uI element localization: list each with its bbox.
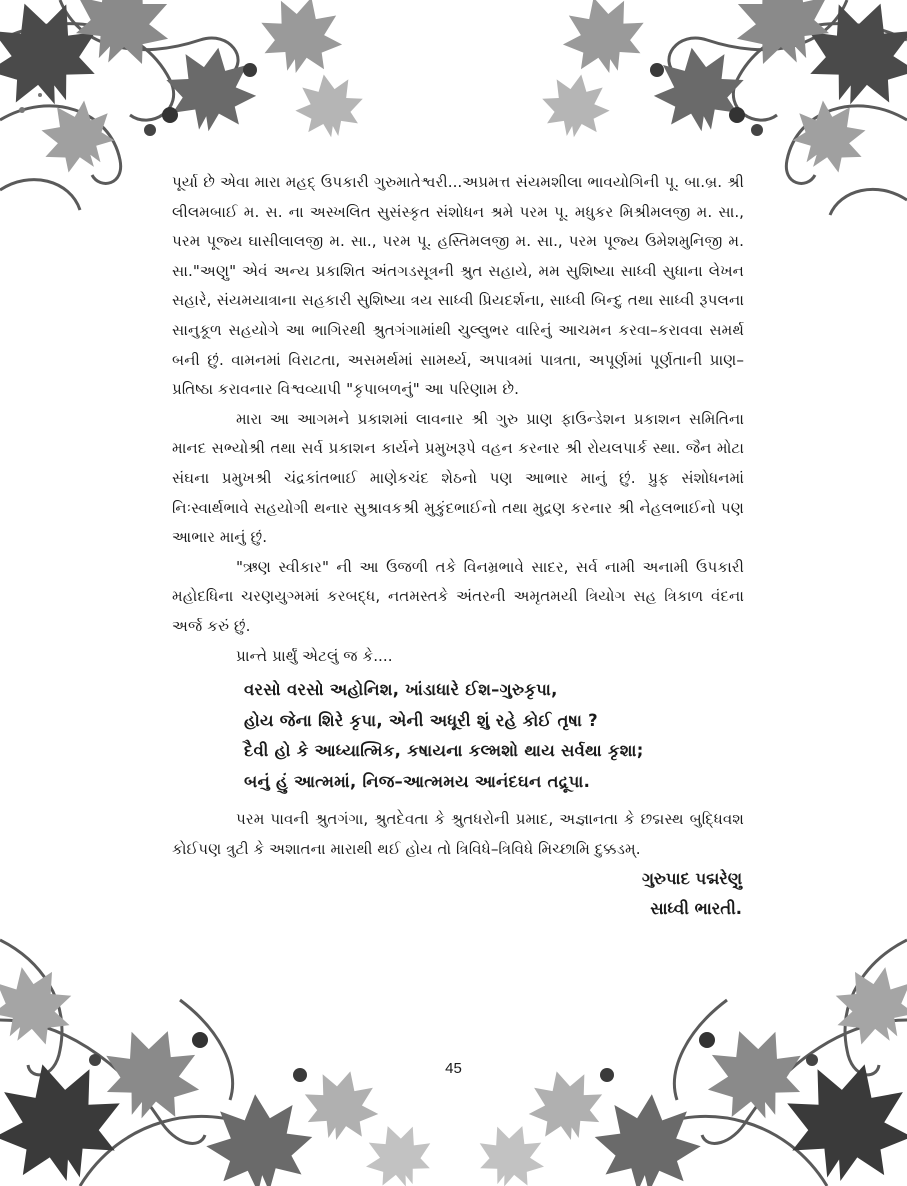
verse-line: દૈવી હો કે આધ્યાત્મિક, કષાયના કલ્મશો થાય સર્વથા કૃશા; xyxy=(244,741,644,761)
page-body xyxy=(172,168,744,924)
verse-line: વરસો વરસો અહોનિશ, ખાંડાધારે ઈશ–ગુરુકૃપા, xyxy=(244,680,558,700)
verse-line: હોય જેના શિરે કૃપા, એની અધૂરી શું રહે કોઈ તૃષા ? xyxy=(244,710,598,730)
verse-line: બનું હું આત્મમાં, નિજ–આત્મમય આનંદઘન તદ્રૂપા. xyxy=(244,771,591,791)
paragraph-acknowledgement-publishers: મારા આ આગમને પ્રકાશમાં લાવનાર શ્રી ગુરુ પ્રાણ ફાઉન્ડેશન પ્રકાશન સમિતિના માનદ સભ્યોશ્રી તથા સર્વ પ્રકાશન કાર્યને પ્રમુખરૂપે વહન કરનાર શ્રી રોયલપાર્ક સ્થા. જૈન મોટા સંઘના પ્રમુખશ્રી ચંદ્રકાંતભાઈ માણેકચંદ શેઠનો પણ આભાર માનું છું. પ્રુફ સંશોધનમાં નિઃસ્વાર્થભાવે સહયોગી થનાર સુશ્રાવકશ્રી મુકુંદભાઈનો તથા મુદ્રણ કરનાર શ્રી નેહલભાઈનો પણ આભાર માનું છું. xyxy=(172,409,744,547)
paragraph-rin-svikar: "ઋણ સ્વીકાર" ની આ ઉજળી તકે વિનમ્રભાવે સાદર, સર્વ નામી અનામી ઉપકારી મહોદધિના ચરણયુગ્મમાં કરબદ્ધ, નતમસ્તકે અંતરની અમૃતમયી ત્રિયોગ સહ ત્રિકાળ વંદના અર્જ કરું છું. xyxy=(172,557,744,635)
prayer-lead-line: પ્રાન્તે પ્રાર્થું એટલું જ કે.... xyxy=(236,646,393,665)
prayer-verse xyxy=(172,675,744,797)
paragraph-acknowledgement-gurus: પૂર્યા છે એવા મારા મહદ્ ઉપકારી ગુરુમાતેશ્વરી...અપ્રમત્ત સંયમશીલા ભાવયોગિની પૂ. બા.બ્ર. શ્રી લીલમબાઈ મ. સ. ના અસ્ખલિત સુસંસ્કૃત સંશોધન શ્રમે પરમ પૂ. મધુકર મિશ્રીમલજી મ. સા., પરમ પૂજ્ય ઘાસીલાલજી મ. સા., પરમ પૂ. હસ્તિમલજી મ. સા., પરમ પૂજ્ય ઉમેશમુનિજી મ. સા."અણુ" એવં અન્ય પ્રકાશિત અંતગડસૂત્રની શ્રુત સહાયે, મમ સુશિષ્યા સાધ્વી સુધાના લેખન સહારે, સંયમયાત્રાના સહકારી સુશિષ્યા ત્રય સાધ્વી પ્રિયદર્શના, સાધ્વી બિન્દુ તથા સાધ્વી રૂપલના સાનુકૂળ સહયોગે આ ભાગિરથી શ્રુતગંગામાંથી ચુલ્લુભર વારિનું આચમન કરવા–કરાવવા સમર્થ બની છું. વામનમાં વિરાટતા, અસમર્થમાં સામર્થ્ય, અપાત્રમાં પાત્રતા, અપૂર્ણમાં પૂર્ણતાની પ્રાણ–પ્રતિષ્ઠા કરાવનાર વિશ્વવ્યાપી "કૃપાબળનું" આ પરિણામ છે. xyxy=(172,173,744,399)
signature-line-title: ગુરુપાદ પદ્મરેણુ xyxy=(641,869,742,889)
page-number: 45 xyxy=(445,1060,462,1077)
paragraph-michchhami-dukkadam: પરમ પાવની શ્રુતગંગા, શ્રુતદેવતા કે શ્રુતધરોની પ્રમાદ, અજ્ઞાનતા કે છદ્મસ્થ બુદ્ધિવશ કોઈપણ ત્રુટી કે અશાતના મારાથી થઈ હોય તો ત્રિવિધે–ત્રિવિધે મિચ્છામિ દુક્કડમ્. xyxy=(172,810,744,858)
signature-block xyxy=(172,864,744,924)
signature-line-name: સાધ્વી ભારતી. xyxy=(650,899,742,919)
